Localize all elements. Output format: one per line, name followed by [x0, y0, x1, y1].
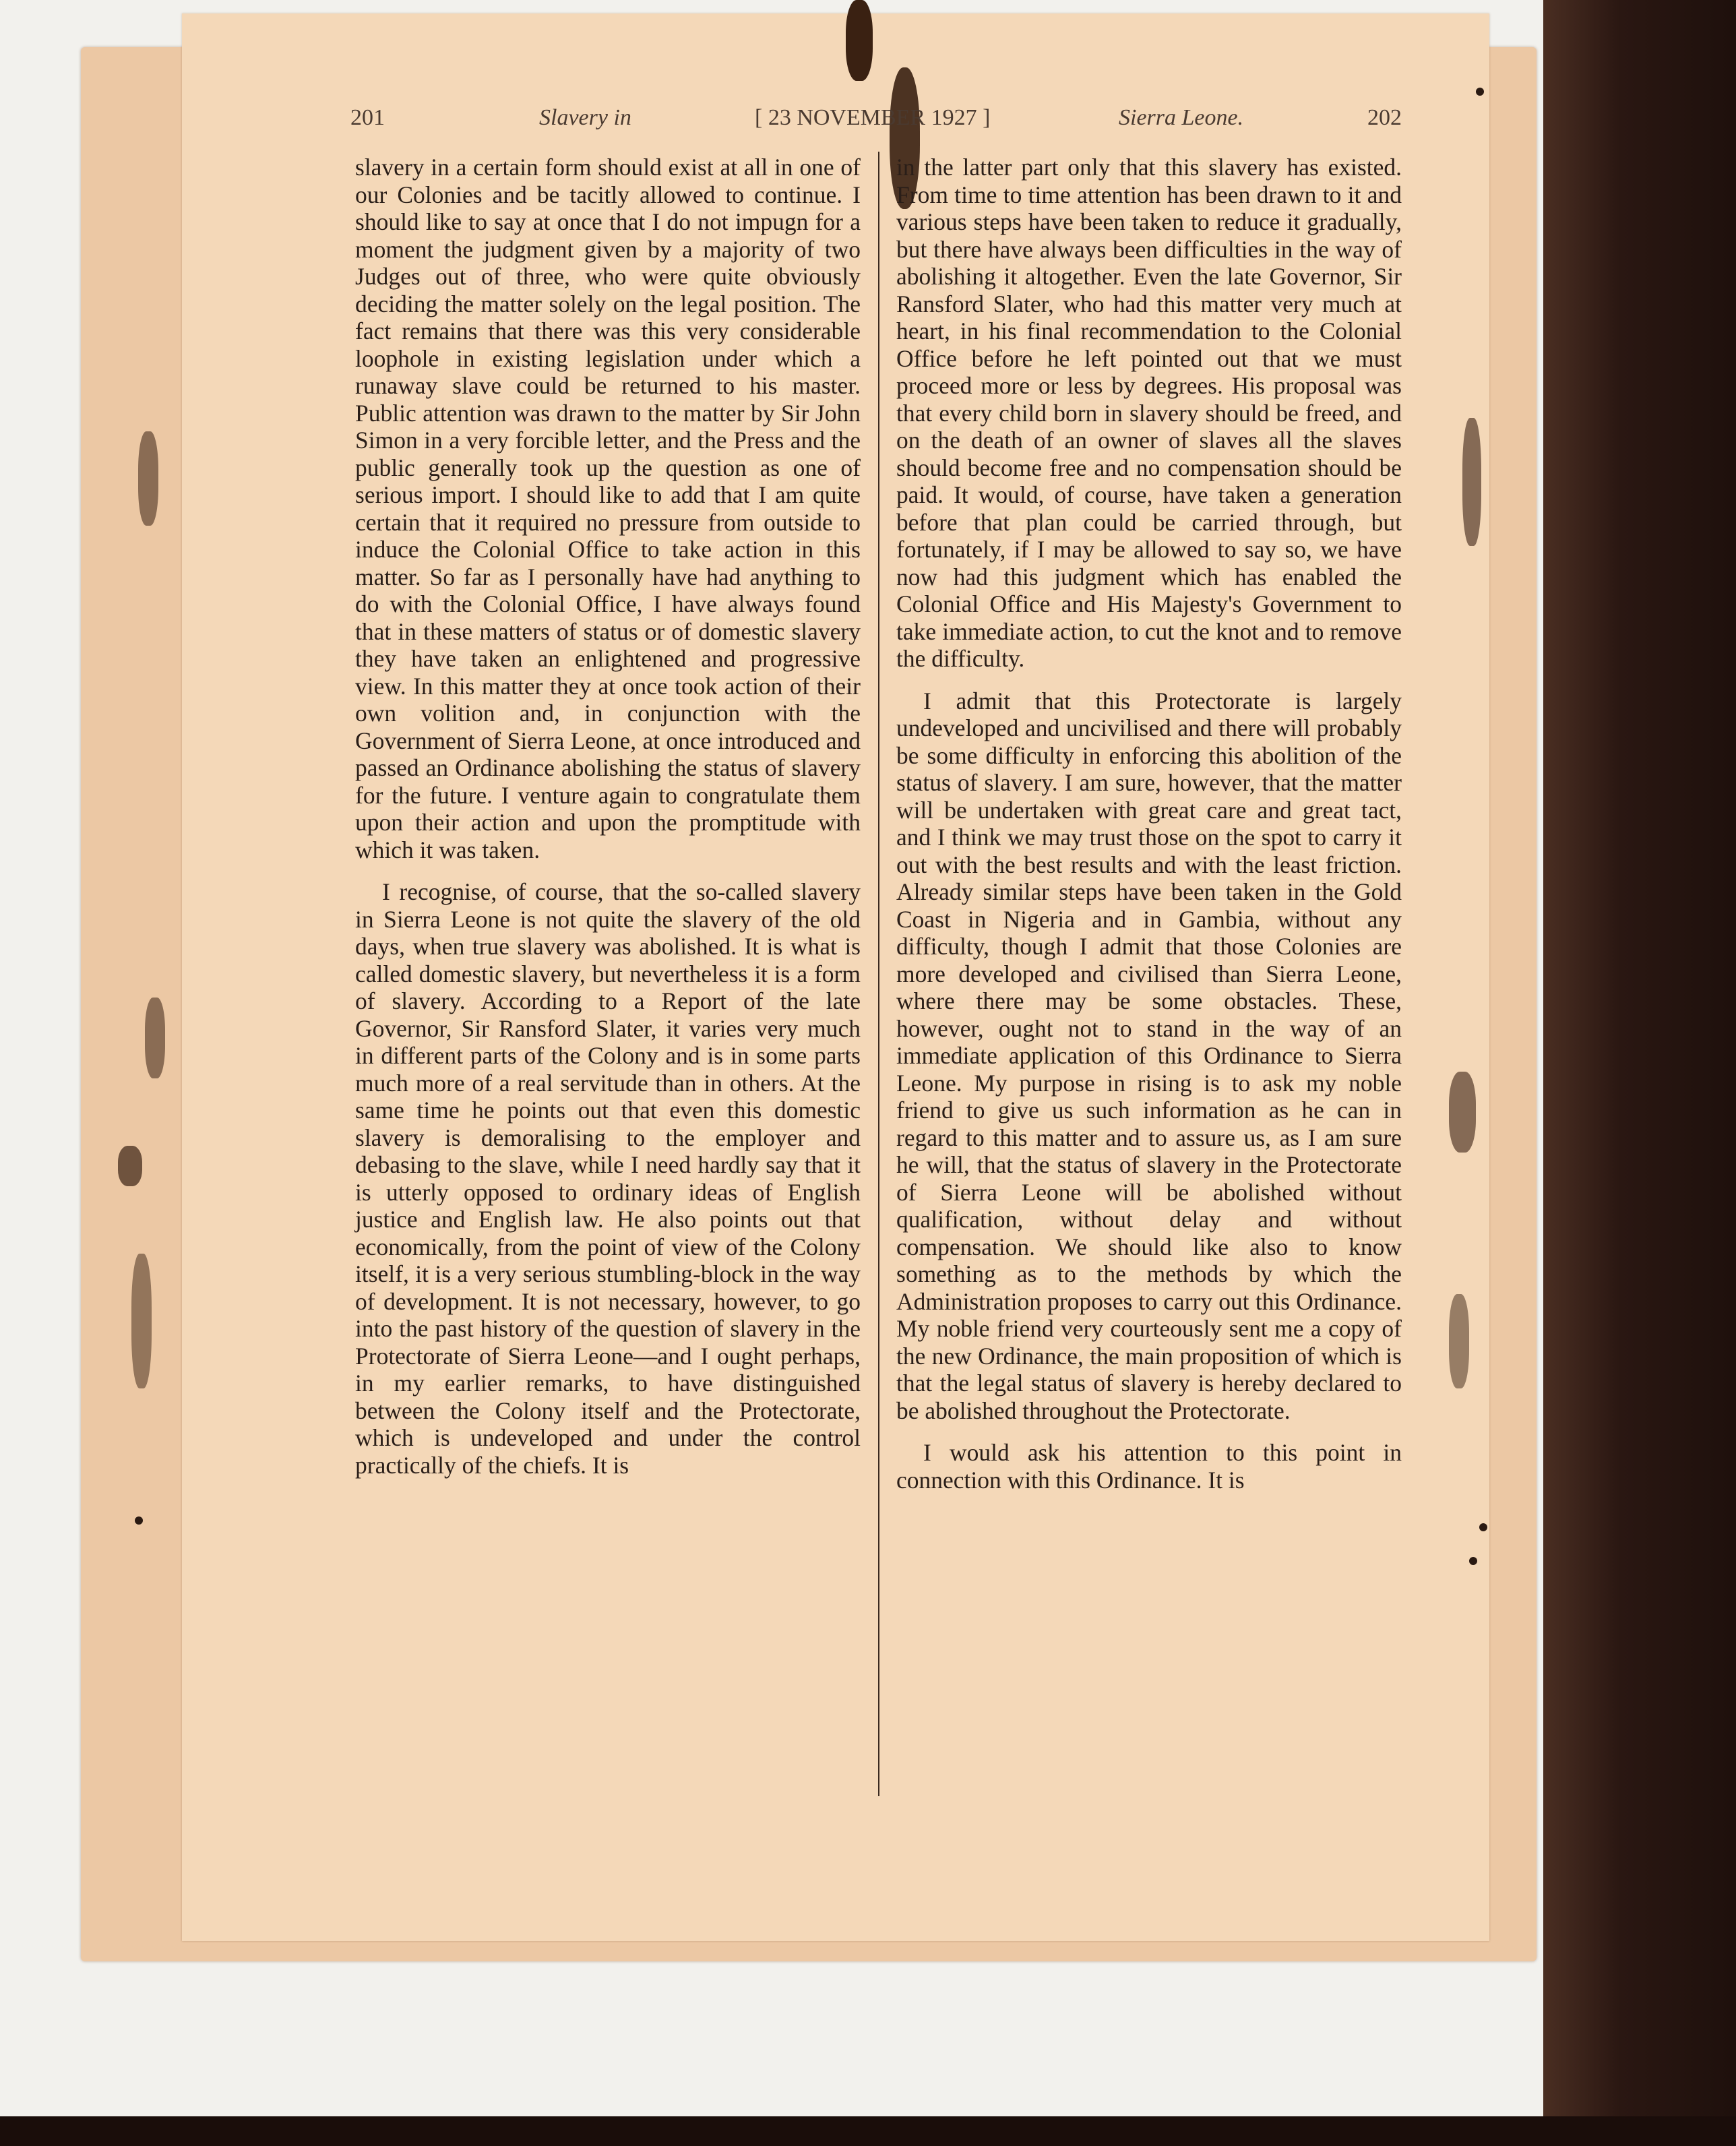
left-column [355, 154, 861, 1494]
page-number-left: 201 [350, 105, 385, 130]
burn-mark-right-1 [1462, 418, 1481, 546]
right-column [896, 154, 1402, 1508]
running-header [350, 100, 1402, 140]
burn-mark-left-1 [138, 431, 158, 526]
column-divider [878, 152, 879, 1796]
spot [1469, 1557, 1477, 1565]
dark-background-bottom [0, 2116, 1736, 2146]
paragraph: slavery in a certain form should exist at all in one of our Colonies and be tacitly allowed to continue. I should like to say at once that I do not impugn for a moment the judgment given by a majority of two Judges out of three, who were quite obviously deciding the matter solely on the legal position. The fact remains that there was this very considerable loophole in existing legislation under which a runaway slave could be returned to his master. Public attention was drawn to the matter by Sir John Simon in a very forcible letter, and the Press and the public generally took up the question as one of serious import. I should like to add that I am quite certain that it required no pressure from outside to induce the Colonial Office to take action in this matter. So far as I personally have had anything to do with the Colonial Office, I have always found that in these matters of status or of domestic slavery they have taken an enlightened and progressive view. In this matter they at once took action of their own volition and, in conjunction with the Government of Sierra Leone, at once introduced and passed an Ordinance abolishing the status of slavery for the future. I venture again to congratulate them upon their action and upon the promptitude with which it was taken. [355, 154, 861, 863]
header-subtitle-left: Slavery in [539, 105, 631, 130]
burn-mark-top [846, 0, 873, 81]
burn-mark-right-2 [1449, 1072, 1476, 1153]
burn-mark-left-3 [118, 1146, 142, 1186]
spot [1476, 88, 1484, 96]
paragraph: in the latter part only that this slavery has existed. From time to time attention has been drawn to it and various steps have been taken to reduce it gradually, but there have always been difficulties in the way of abolishing it altogether. Even the late Governor, Sir Ransford Slater, who had this matter very much at heart, in his final recommendation to the Colonial Office before he left pointed out that we must proceed more or less by degrees. His proposal was that every child born in slavery should be freed, and on the death of an owner of slaves all the slaves should become free and no compensation should be paid. It would, of course, have taken a generation before that plan could be carried through, but fortunately, if I may be allowed to say so, we have now had this judgment which has enabled the Colonial Office and His Majesty's Government to take immediate action, to cut the knot and to remove the difficulty. [896, 154, 1402, 672]
paragraph: I recognise, of course, that the so-called slavery in Sierra Leone is not quite the slavery of the old days, when true slavery was abolished. It is what is called domestic slavery, but nevertheless it is a form of slavery. According to a Report of the late Governor, Sir Ransford Slater, it varies very much in different parts of the Colony and is in some parts much more of a real servitude than in others. At the same time he points out that even this domestic slavery is demoralising to the employer and debasing to the slave, while I need hardly say that it is utterly opposed to ordinary ideas of English justice and English law. He also points out that economically, from the point of view of the Colony itself, it is a very serious stumbling-block in the way of development. It is not necessary, however, to go into the past history of the question of slavery in the Protectorate of Sierra Leone—and I ought perhaps, in my earlier remarks, to have distinguished between the Colony itself and the Protectorate, which is undeveloped and under the control practically of the chiefs. It is [355, 878, 861, 1479]
header-subtitle-right: Sierra Leone. [1119, 105, 1244, 130]
burn-mark-left-2 [145, 998, 165, 1078]
spot [1479, 1523, 1487, 1531]
burn-mark-right-3 [1449, 1294, 1469, 1388]
burn-mark-left-4 [131, 1254, 152, 1388]
header-date: [ 23 NOVEMBER 1927 ] [755, 105, 991, 130]
dark-background-right [1543, 0, 1736, 2146]
page-number-right: 202 [1367, 105, 1402, 130]
paragraph: I admit that this Protectorate is largely undeveloped and uncivilised and there will probably be some difficulty in enforcing this abolition of the status of slavery. I am sure, however, that the matter will be undertaken with great care and great tact, and I think we may trust those on the spot to carry it out with the best results and with the least friction. Already similar steps have been taken in the Gold Coast in Nigeria and in Gambia, without any difficulty, though I admit that those Colonies are more developed and civilised than Sierra Leone, where there may be some obstacles. These, however, ought not to stand in the way of an immediate application of this Ordinance to Sierra Leone. My purpose in rising is to ask my noble friend to give us such information as he can in regard to this matter and to assure us, as I am sure he will, that the status of slavery in the Protectorate of Sierra Leone will be abolished without qualification, without delay and without compensation. We should like also to know something as to the methods by which the Administration proposes to carry out this Ordinance. My noble friend very courteously sent me a copy of the new Ordinance, the main proposition of which is that the legal status of slavery is hereby declared to be abolished throughout the Protectorate. [896, 687, 1402, 1424]
spot [135, 1516, 143, 1525]
paragraph: I would ask his attention to this point in connection with this Ordinance. It is [896, 1439, 1402, 1494]
